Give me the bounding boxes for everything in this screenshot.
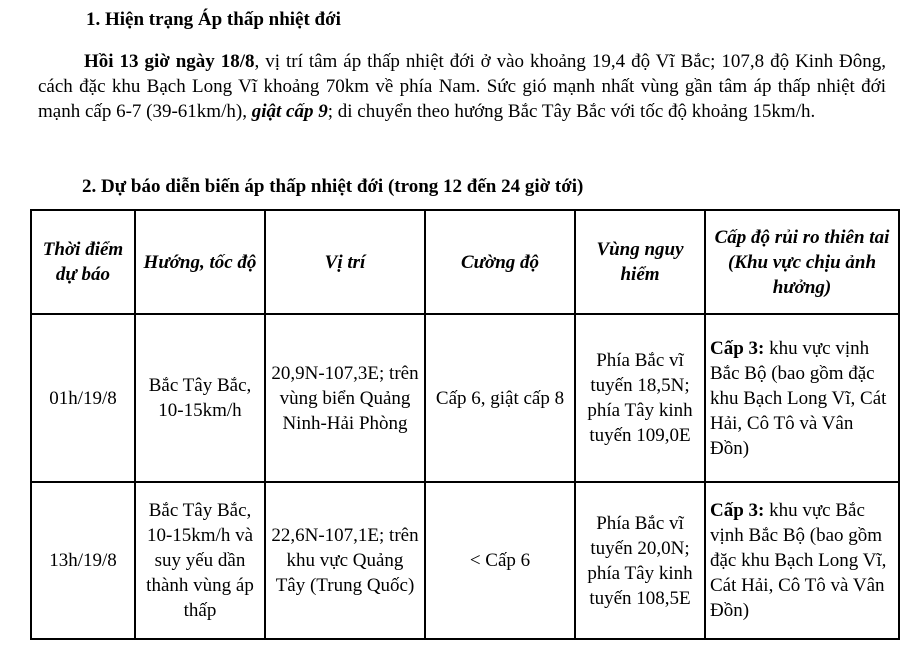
header-direction-speed: Hướng, tốc độ (135, 210, 265, 314)
risk-area-text: khu vực vịnh Bắc Bộ (bao gồm đặc khu Bạch Long Vĩ, Cát Hải, Cô Tô và Vân Đồn) (710, 337, 887, 459)
table-header-row (31, 210, 899, 314)
section-2-heading: 2. Dự báo diễn biến áp thấp nhiệt đới (trong 12 đến 24 giờ tới) (82, 176, 584, 197)
current-status-paragraph (38, 49, 886, 124)
cell-risk (705, 314, 899, 482)
header-forecast-time: Thời điểm dự báo (31, 210, 135, 314)
table-row (31, 314, 899, 482)
observation-time: Hồi 13 giờ ngày 18/8 (84, 51, 255, 72)
forecast-table (30, 209, 900, 640)
risk-level-label: Cấp 3: (710, 337, 765, 359)
risk-level-label: Cấp 3: (710, 500, 765, 521)
header-danger-zone: Vùng nguy hiểm (575, 210, 705, 314)
header-position: Vị trí (265, 210, 425, 314)
cell-position: 22,6N-107,1E; trên khu vực Quảng Tây (Trung Quốc) (265, 482, 425, 639)
header-intensity: Cường độ (425, 210, 575, 314)
cell-risk (705, 482, 899, 639)
risk-area-text: khu vực Bắc vịnh Bắc Bộ (bao gồm đặc khu Bạch Long Vĩ, Cát Hải, Cô Tô và Vân Đồn) (710, 500, 887, 621)
table-row (31, 482, 899, 639)
cell-intensity: < Cấp 6 (425, 482, 575, 639)
status-text-part-1: , vị trí tâm áp thấp nhiệt đới ở vào khoảng 19,4 độ Vĩ Bắc; 107,8 độ Kinh Đông, cách đặc khu Bạch Long Vĩ khoảng 70km về phía Nam. Sức gió mạnh nhất vùng gần tâm áp thấp nhiệt đới mạnh cấp 6-7 (39-61km/h), (38, 51, 887, 122)
cell-direction: Bắc Tây Bắc, 10-15km/h và suy yếu dần thành vùng áp thấp (135, 482, 265, 639)
cell-position: 20,9N-107,3E; trên vùng biển Quảng Ninh-Hải Phòng (265, 314, 425, 482)
cell-danger-zone: Phía Bắc vĩ tuyến 18,5N; phía Tây kinh tuyến 109,0E (575, 314, 705, 482)
cell-danger-zone: Phía Bắc vĩ tuyến 20,0N; phía Tây kinh tuyến 108,5E (575, 482, 705, 639)
cell-time: 01h/19/8 (31, 314, 135, 482)
cell-intensity: Cấp 6, giật cấp 8 (425, 314, 575, 482)
status-text-part-2: ; di chuyển theo hướng Bắc Tây Bắc với tốc độ khoảng 15km/h. (327, 101, 816, 122)
cell-time: 13h/19/8 (31, 482, 135, 639)
section-1-heading: 1. Hiện trạng Áp thấp nhiệt đới (86, 9, 341, 30)
header-risk-level: Cấp độ rủi ro thiên tai (Khu vực chịu ảnh hưởng) (705, 210, 899, 314)
gust-level: giật cấp 9 (251, 101, 328, 122)
cell-direction: Bắc Tây Bắc, 10-15km/h (135, 314, 265, 482)
